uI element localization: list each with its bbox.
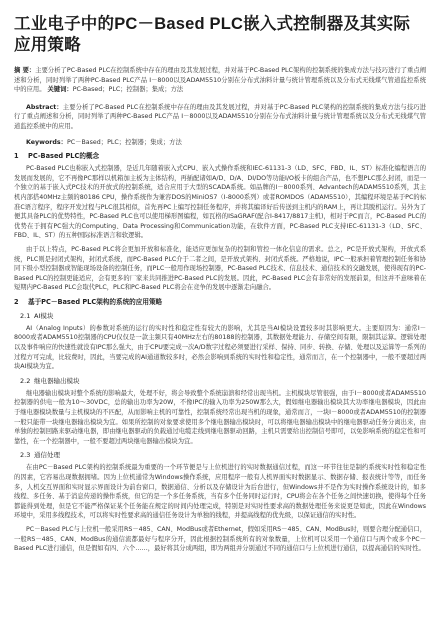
keywords-cn-text: PC-Based；PLC；控制器；集成；方法 [72,86,184,94]
section-2-1-title: AI模块 [34,311,54,320]
section-2-2-paragraph: 继电器输出模块对整个系统的影响最大，处理不好，将会导致整个系统崩溃和经常出现当机。主机模块尽管很强，由于I－8000或者ADAM5510控制器的供电一般为10～30VDC，总的输出功率为20W，不像IPC的输入功率为250W那么大，假如继电器输出模块其大功率继电器模块，因此由于继电器模块数量与主机模块的不匹配，从而影响主机的可靠性，控制系统经常出现当机的现象，通常而言，一块I－8000或者ADAM5510的控制器一般只能带一块继电器输出模块为宜。如果所控制的对象要求使用多个继电器输出模块时，可以将继电器输出模块中的继电器驱动任务分离出来，由单独的控制回路来驱动继电器，即由继电器驱动的负载通过电缆走线到继电器驱动回路，主机只需要给出控制信号即可，以免影响系统的稳定性和可靠性，在一个控制器中，一般不要超过两块继电器输出模块为宜。 [14,389,426,445]
section-2-2-title: 继电器输出模块 [34,376,80,385]
abstract-en [14,103,426,132]
section-1-paragraph-1: PC-Based PLC也称嵌入式控制器，是近几年随着嵌入式CPU、嵌入式操作系统和IEC-61131-3（LD、SFC、FBD、IL、ST）标准化编程语言的发展而发展的，它不再像PC那样以机箱加主板为主体结构，再插配诸如A/D、D/A、DI/DO等功能I/O板卡的组合产品，也不想PLC那么封闭，而是一个独立的基于嵌入式PC技术的开放式的控制系统，适合应用于大型的SCADA系统。如品牌的I－8000系列、Advantech的ADAM5510系列，其主机内部搭40MHz主频的80186 CPU，操作系统作为兼容DOS的MiniOS7（I-8000系列）或者ROMDOS（ADAM5510），其编程环境是基于PC的标准C语言程序，程序开发过程与PLC很其相似，首先再PC上编写控制任务程序，并将其编译好后传送到主机内的RAM上，再让其脱机运行。另外为了便其具备PLC的优势特性，PC-Based PLC也可以使用梯形图编程，如瓦格的ISaGRAF(配合I-8417/8817主机)，相对于PC而言，PC-Based PLC的优势在于拥有PC强大的Computing、Data Processing和Communication功能，在软件方面，PC-Based PLC支持IEC-61131-3（LD、SFC、FBD、IL、ST）的五种国际标准语言和软逻辑。 [14,165,426,240]
section-2-heading [14,297,426,307]
section-2-1-heading [20,311,426,321]
section-2-2-heading [20,376,426,386]
abstract-cn-text: 主要分析了PC-Based PLC在控制系统中存在的理由及其发展过程，并对基于PC-Based PLC架构的控制系统的集成方法与技巧进行了重点阐述和分析，同时列举了两种PC-Based PLC产品 I－8000以及ADAM5510分别在分布式油料计量与统计管理系统以及分布式无线煤气管道监控系统中的应用。 [14,67,426,94]
section-2-3-title: 通信处理 [34,451,60,460]
section-1-title: PC-Based PLC的概念 [28,152,100,161]
abstract-en-text: 主要分析了PC-Based PLC在控制系统中存在的理由及其发展过程，并对基于PC-Based PLC架构的控制系统的集成方法与技巧进行了重点阐述和分析，同时列举了两种PC-Based PLC产品 I－8000以及ADAM5510分别在分布式油料计量与统计管理系统以及分布式无线煤气管道监控系统中的应用。 [14,103,426,130]
section-2-2-number: 2.2 [20,376,31,385]
section-1-paragraph-2: 由于以上特点，PC-Based PLC将会更加开放和标准化，能适应更加复杂的控制和管控一体化信息的需求。总之，PC是开放式架构，开放式系统，PLC则是封闭式架构，封闭式系统，而PC-Based PLC介于二者之间，是开放式架构、封闭式系统。严格地说，IPC一般承担着管理控制任务和协同下级小型控制器或智能现场设备的控制任务，而PLC一般用作现场控制器，PC-Based PLC技术、信息技术、通信技术的交融发展，使得现有的PC-Based PLC的控制更能适应，会有更多的厂家来共同推进PC-Based PLC的发展。因此，PC-Based PLC会有非常好的发展前景，但这并不意味着在短期内PC-Based PLC会取代PLC，PLC和PC-Based PLC将会在竞争的发展中逐渐走向融合。 [14,245,426,292]
section-2-3-number: 2.3 [20,451,31,460]
abstract-en-label: Abstract： [26,103,63,111]
section-1-heading [14,151,426,161]
section-2-3-heading [20,450,426,460]
section-2-3-paragraph-1: 在由PC－Based PLC架构的控制系统最为重要的一个环节便是与上位机进行的实时数据通信过程，而这一环节往往是制约系统实时性和稳定性的因素，它容易出现数据拥堵。因为上位机通常为Windows操作系统，应用程序一般有人机界面实时数据显示、数据存储、报表统计等等，而任务多，人机交互界面和实时显示界面设计为前台窗口，数据通信、分析以及存储设计为后台进行，但Windows并不是作为实时操作系统设计的，如多线程、多任务、基于消息传递的操作系统，但它的是一个多任务系统，当有多个任务同时运行时，CPU将会在各个任务之间快速切换，使得每个任务都能得到处理，但是它不能严格保证某个任务能在规定的时间内处理完成，特别是对实时性要求高的数据处理任务来说更是如此，因此在Windows环境中，采用多线程技术，可以将实时性要求高的通信任务设计为单独的线程，并提高线程的优先级，以保证通信的实时性。 [14,464,426,520]
section-2-1-number: 2.1 [20,311,31,320]
keywords-cn-label: 关键词： [47,86,73,94]
section-2-number: 2 [14,297,19,306]
section-2-1-paragraph: AI（Analog Inputs）的参数对系统的运行的实时性和稳定性有较大的影响，尤其是当AI模块设置较多时其影响更大。主要原因为：通常I－8000或者ADAM5510控制器的CPU仅仅是一款主频只有40MHz左右的80188的控制器，其数据处理能力、存储空间有限，限制其运算。逻辑处理以及事件响应的快速性就没有IPC那么强大，由于CPU要完成一次A/D数字过程必须要进行采样、保持、同步、转换、存储、处理以及运算等一系列的过程方可完成，比较费时，因此，当要完成的AI通道数较多时，必然会影响到系统的实时性和稳定性，通常而言，在一个控制器中，一般不要超过两块AI模块为宜。 [14,324,426,371]
keywords-en [14,138,426,148]
section-1-number: 1 [14,152,19,161]
section-2-title: 基于PC－Based PLC架构的系统的应用策略 [28,297,163,306]
keywords-en-text: PC－Based；PLC；控制器；集成；方法 [66,138,182,146]
abstract-cn-label: 摘 要： [14,67,36,74]
section-2-3-paragraph-2: PC－Based PLC与上位机一般采用RS－485、CAN、ModBus或者Ethernet，假如采用RS－485、CAN、ModBus时，则要合理分配通信口，一般RS－485、CAN、ModBus的通信流都最好与程序分开，因此根据控制系统所有的对象数量，上位机可以采用一个通信口与两个或多个PC－Based PLC进行通信，但是假如有四、六个……，最好将其分成两组，即为两组并分别通过不同的通信口与上位机进行通信，以提高通信的实时性。 [14,525,426,553]
abstract-cn [14,66,426,95]
document-title: 工业电子中的PC－Based PLC嵌入式控制器及其实际应用策略 [14,15,411,54]
keywords-en-label: Keywords： [26,138,67,146]
